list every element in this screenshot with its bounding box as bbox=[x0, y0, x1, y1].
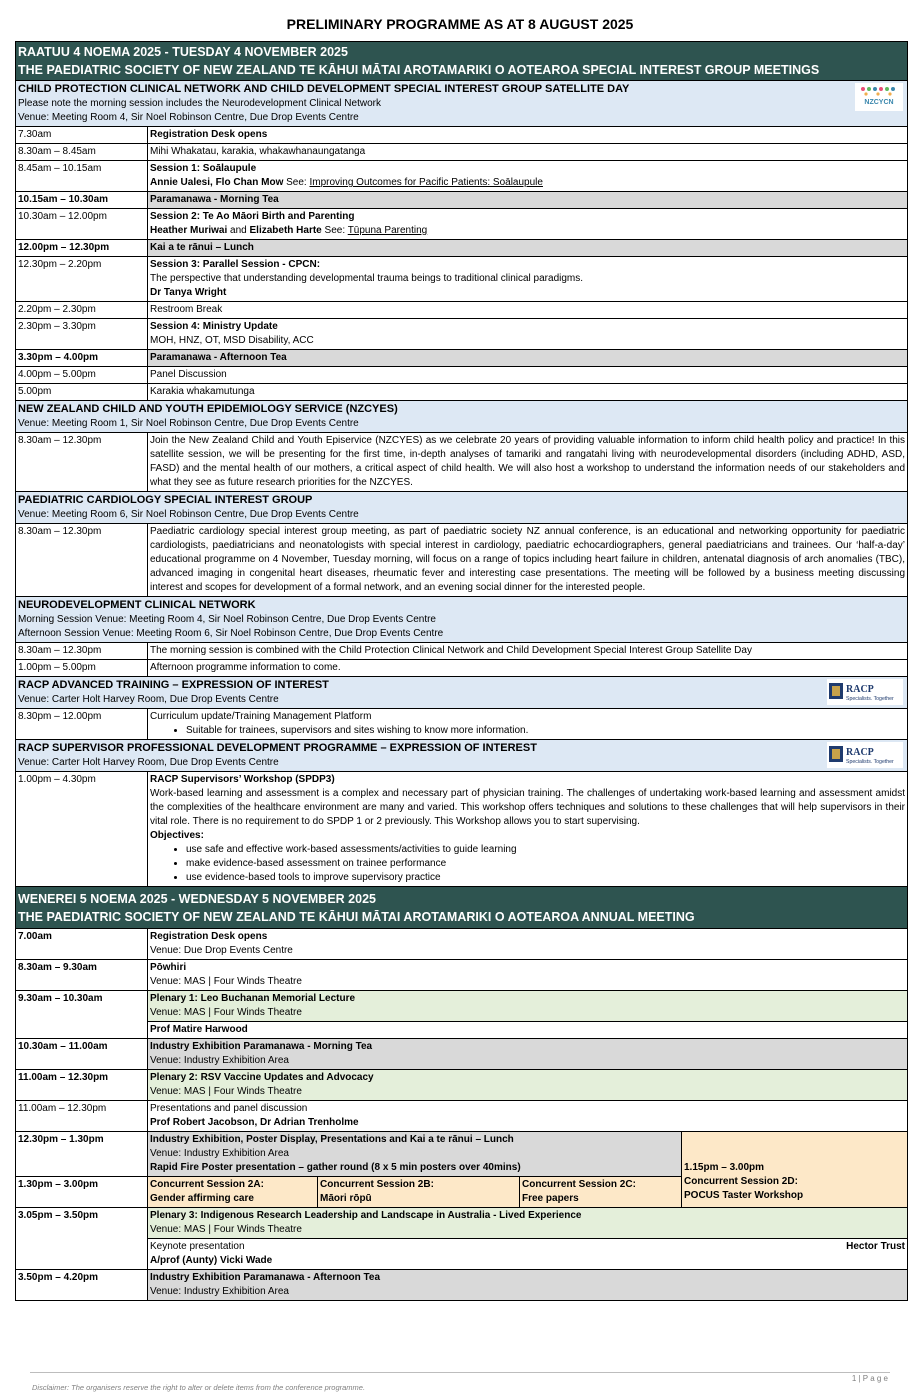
time-cell: 9.30am – 10.30am bbox=[16, 991, 148, 1039]
day2-row-afternoon-tea bbox=[16, 1270, 908, 1301]
nzcyes-row bbox=[16, 433, 908, 492]
time-cell: 3.05pm – 3.50pm bbox=[16, 1208, 148, 1270]
session-cell: Panel Discussion bbox=[148, 367, 908, 384]
time-cell: 1.30pm – 3.00pm bbox=[16, 1177, 148, 1208]
session-cell bbox=[148, 257, 908, 302]
time-cell: 8.30am – 9.30am bbox=[16, 960, 148, 991]
racp-logo-text: RACP bbox=[846, 747, 874, 758]
nzcycn-logo bbox=[855, 83, 903, 111]
session-title: Session 2: Te Ao Māori Birth and Parenting bbox=[150, 211, 355, 222]
cp-section-venue: Venue: Meeting Room 4, Sir Noel Robinson Centre, Due Drop Events Centre bbox=[18, 112, 359, 123]
session-title: Session 4: Ministry Update bbox=[150, 321, 278, 332]
concurrent-2b-cell bbox=[318, 1177, 520, 1208]
session-title: Concurrent Session 2B: bbox=[320, 1179, 434, 1190]
time-cell: 5.00pm bbox=[16, 384, 148, 401]
session-cell bbox=[148, 960, 908, 991]
svg-text:NZCYCN: NZCYCN bbox=[864, 99, 894, 106]
session-title: Presentations and panel discussion bbox=[150, 1103, 308, 1114]
cp-section-header bbox=[16, 81, 908, 127]
session-cell bbox=[148, 161, 908, 192]
session-title: Plenary 2: RSV Vaccine Updates and Advocacy bbox=[150, 1072, 374, 1083]
session-title: Industry Exhibition Paramanawa - Morning Tea bbox=[150, 1041, 373, 1052]
session-cell bbox=[148, 1070, 908, 1101]
session-cell: Paramanawa - Morning Tea bbox=[148, 192, 908, 209]
session-cell bbox=[148, 991, 908, 1022]
cardio-row bbox=[16, 524, 908, 597]
racp-supervisor-section-header bbox=[16, 740, 908, 772]
concurrent-2d-cell bbox=[682, 1132, 908, 1208]
session-cell: Karakia whakamutunga bbox=[148, 384, 908, 401]
session-cell: Afternoon programme information to come. bbox=[148, 660, 908, 677]
session-title: Industry Exhibition Paramanawa - Afternoon Tea bbox=[150, 1272, 381, 1283]
neuro-section-header bbox=[16, 597, 908, 643]
see-label: See: bbox=[321, 225, 348, 236]
time-cell: 8.30am – 12.30pm bbox=[16, 433, 148, 492]
time-cell: 3.50pm – 4.20pm bbox=[16, 1270, 148, 1301]
cp-row-session2 bbox=[16, 209, 908, 240]
session-venue: Venue: Industry Exhibition Area bbox=[150, 1055, 289, 1066]
session-description: Paediatric cardiology special interest group meeting, as part of paediatric society NZ annual conference, is an educational and networking opportunity for paediatric cardiologists, paediatricians and neonatologists with special interest in cardiology, paediatric echocardiographers, general paediatricians and trainees. Our ‘half-a-day’ educational programme on 4 November, Tuesday morning, will focus on a range of topics including heart failure in children, antenatal diagnosis of arch anomalies (TBC), advanced imaging in congenital heart diseases, rheumatic fever and interesting case presentations. The meeting will be followed by a business meeting discussing interest and scopes for development of a formal network, and an evening social dinner for the interested people. bbox=[148, 524, 908, 597]
cp-row-session3 bbox=[16, 257, 908, 302]
session-link[interactable]: Tūpuna Parenting bbox=[347, 225, 428, 236]
speaker: Prof Robert Jacobson, Dr Adrian Trenholme bbox=[150, 1117, 359, 1128]
session-venue: Venue: MAS | Four Winds Theatre bbox=[150, 1007, 302, 1018]
session-time: 1.15pm – 3.00pm bbox=[684, 1162, 765, 1173]
time-cell: 8.30am – 12.30pm bbox=[16, 643, 148, 660]
cp-section-title: CHILD PROTECTION CLINICAL NETWORK AND CHILD DEVELOPMENT SPECIAL INTEREST GROUP SATELLITE DAY bbox=[18, 83, 630, 95]
racp-logo bbox=[827, 679, 903, 705]
keynote-label: Keynote presentation bbox=[150, 1241, 245, 1252]
racp-logo-sub: Specialists. Together bbox=[846, 759, 894, 765]
bullet-item: • Suitable for trainees, supervisors and sites wishing to know more information. bbox=[186, 724, 905, 738]
session-title: Pōwhiri bbox=[150, 962, 187, 973]
nzcyes-section-venue: Venue: Meeting Room 1, Sir Noel Robinson Centre, Due Drop Events Centre bbox=[18, 418, 359, 429]
session-title: Session 3: Parallel Session - CPCN: bbox=[150, 259, 321, 270]
time-cell: 1.00pm – 4.30pm bbox=[16, 772, 148, 887]
racp-logo-sub: Specialists. Together bbox=[846, 696, 894, 702]
speaker: Prof Matire Harwood bbox=[148, 1022, 908, 1039]
time-cell: 8.30am – 8.45am bbox=[16, 144, 148, 161]
cp-row-registration bbox=[16, 127, 908, 144]
speaker: Heather Muriwai bbox=[150, 225, 228, 236]
session-venue: Venue: MAS | Four Winds Theatre bbox=[150, 976, 302, 987]
see-label: See: bbox=[283, 177, 310, 188]
objective-item: • make evidence-based assessment on trainee performance bbox=[186, 857, 905, 871]
cardio-section-title: PAEDIATRIC CARDIOLOGY SPECIAL INTEREST GROUP bbox=[18, 494, 313, 506]
session-description: Work-based learning and assessment is a complex and necessary part of physician training. The challenges of undertaking work-based learning and assessment amidst the complexities of the healthcare environment are many and varied. This workshop offers techniques and solutions to these challenges that will help supervisors in their vital role. There is no requirement to do SPDP 1 or 2 previously. This Workshop allows you to start supervising. bbox=[150, 788, 906, 827]
cardio-section-header bbox=[16, 492, 908, 524]
session-cell: Kai a te rānui – Lunch bbox=[148, 240, 908, 257]
cp-row-restroom bbox=[16, 302, 908, 319]
cp-row-afternoon-tea bbox=[16, 350, 908, 367]
nzcyes-section-header bbox=[16, 401, 908, 433]
time-cell: 7.30am bbox=[16, 127, 148, 144]
session-title: RACP Supervisors’ Workshop (SPDP3) bbox=[150, 774, 335, 785]
racp-supervisor-section-venue: Venue: Carter Holt Harvey Room, Due Drop Events Centre bbox=[18, 757, 279, 768]
neuro-afternoon-venue: Afternoon Session Venue: Meeting Room 6, Sir Noel Robinson Centre, Due Drop Events Centre bbox=[18, 628, 444, 639]
session-title: Plenary 3: Indigenous Research Leadership and Landscape in Australia - Lived Experience bbox=[150, 1210, 582, 1221]
time-cell: 4.00pm – 5.00pm bbox=[16, 367, 148, 384]
day2-row-powhiri bbox=[16, 960, 908, 991]
day2-row-keynote bbox=[16, 1239, 908, 1270]
speaker: Dr Tanya Wright bbox=[150, 287, 227, 298]
footer-divider bbox=[30, 1372, 890, 1373]
session-title: Session 1: Soālaupule bbox=[150, 163, 257, 174]
day2-row-lunch bbox=[16, 1132, 908, 1177]
sponsor-label: Hector Trust bbox=[846, 1241, 906, 1252]
time-cell: 12.30pm – 2.20pm bbox=[16, 257, 148, 302]
session-cell bbox=[148, 709, 908, 740]
time-cell: 3.30pm – 4.00pm bbox=[16, 350, 148, 367]
nzcyes-section-title: NEW ZEALAND CHILD AND YOUTH EPIDEMIOLOGY SERVICE (NZCYES) bbox=[18, 403, 398, 415]
racp-training-row bbox=[16, 709, 908, 740]
racp-logo-text: RACP bbox=[846, 684, 874, 695]
session-description: Curriculum update/Training Management Platform bbox=[150, 711, 372, 722]
session-description: Join the New Zealand Child and Youth Episervice (NZCYES) as we celebrate 20 years of providing valuable information to inform child health policy and practice! In this satellite session, we will be presenting for the first time, in-depth analyses of tamariki and rangatahi living with neurodevelopmental disorders (including ADHD, ASD, FASD) and the mental health of our mothers, a critical aspect of child health. We will also host a workshop to understand the information needs of our stakeholders and what they see as future research priorities for the NZCYES. bbox=[148, 433, 908, 492]
session-cell bbox=[148, 772, 908, 887]
speaker: Elizabeth Harte bbox=[249, 225, 322, 236]
session-cell: Restroom Break bbox=[148, 302, 908, 319]
session-cell: Paramanawa - Afternoon Tea bbox=[148, 350, 908, 367]
session-cell bbox=[148, 1101, 908, 1132]
time-cell: 12.00pm – 12.30pm bbox=[16, 240, 148, 257]
day1-banner bbox=[16, 42, 908, 81]
session-subtitle: Māori rōpū bbox=[320, 1193, 372, 1204]
concurrent-2a-cell bbox=[148, 1177, 318, 1208]
session-cell bbox=[148, 1270, 908, 1301]
session-venue: Venue: MAS | Four Winds Theatre bbox=[150, 1086, 302, 1097]
objective-item: • use safe and effective work-based assessments/activities to guide learning bbox=[186, 843, 905, 857]
speaker: A/prof (Aunty) Vicki Wade bbox=[150, 1255, 273, 1266]
session-title: Concurrent Session 2A: bbox=[150, 1179, 264, 1190]
session-venue: Venue: Due Drop Events Centre bbox=[150, 945, 293, 956]
neuro-row-afternoon bbox=[16, 660, 908, 677]
session-description: MOH, HNZ, OT, MSD Disability, ACC bbox=[150, 335, 314, 346]
cp-row-lunch bbox=[16, 240, 908, 257]
concurrent-2c-cell bbox=[520, 1177, 682, 1208]
session-venue: Venue: Industry Exhibition Area bbox=[150, 1286, 289, 1297]
session-extra: Rapid Fire Poster presentation – gather round (8 x 5 min posters over 40mins) bbox=[150, 1162, 521, 1173]
time-cell: 10.15am – 10.30am bbox=[16, 192, 148, 209]
and-label: and bbox=[227, 225, 250, 236]
racp-supervisor-row bbox=[16, 772, 908, 887]
session-subtitle: Gender affirming care bbox=[150, 1193, 254, 1204]
session-cell bbox=[148, 319, 908, 350]
cp-row-panel bbox=[16, 367, 908, 384]
session-cell bbox=[148, 1208, 908, 1239]
session-venue: Venue: MAS | Four Winds Theatre bbox=[150, 1224, 302, 1235]
session-title: Industry Exhibition, Poster Display, Presentations and Kai a te rānui – Lunch bbox=[150, 1134, 514, 1145]
time-cell: 10.30am – 11.00am bbox=[16, 1039, 148, 1070]
time-cell: 10.30am – 12.00pm bbox=[16, 209, 148, 240]
session-cell: Mihi Whakatau, karakia, whakawhanaungatanga bbox=[148, 144, 908, 161]
racp-training-section-venue: Venue: Carter Holt Harvey Room, Due Drop Events Centre bbox=[18, 694, 279, 705]
cp-row-mihi bbox=[16, 144, 908, 161]
session-title: Plenary 1: Leo Buchanan Memorial Lecture bbox=[150, 993, 356, 1004]
time-cell: 8.30pm – 12.00pm bbox=[16, 709, 148, 740]
time-cell: 8.45am – 10.15am bbox=[16, 161, 148, 192]
day2-row-registration bbox=[16, 929, 908, 960]
time-cell: 2.30pm – 3.30pm bbox=[16, 319, 148, 350]
session-title: Concurrent Session 2D: bbox=[684, 1176, 798, 1187]
objectives-label: Objectives: bbox=[150, 830, 204, 841]
cardio-section-venue: Venue: Meeting Room 6, Sir Noel Robinson Centre, Due Drop Events Centre bbox=[18, 509, 359, 520]
programme-sheet bbox=[15, 41, 907, 1301]
day2-banner-event: THE PAEDIATRIC SOCIETY OF NEW ZEALAND TE KĀHUI MĀTAI AROTAMARIKI O AOTEAROA ANNUAL MEETING bbox=[18, 910, 695, 924]
session-link[interactable]: Improving Outcomes for Pacific Patients: Soālaupule bbox=[309, 177, 543, 188]
session-cell bbox=[148, 209, 908, 240]
disclaimer-text: Disclaimer: The organisers reserve the right to alter or delete items from the conference programme. bbox=[32, 1383, 366, 1392]
day1-banner-event: THE PAEDIATRIC SOCIETY OF NEW ZEALAND TE KĀHUI MĀTAI AROTAMARIKI O AOTEAROA SPECIAL INTEREST GROUP MEETINGS bbox=[18, 63, 820, 77]
cp-row-session1 bbox=[16, 161, 908, 192]
session-cell bbox=[148, 1132, 682, 1177]
session-venue: Venue: Industry Exhibition Area bbox=[150, 1148, 289, 1159]
cp-row-karakia bbox=[16, 384, 908, 401]
neuro-morning-venue: Morning Session Venue: Meeting Room 4, Sir Noel Robinson Centre, Due Drop Events Centre bbox=[18, 614, 436, 625]
racp-training-section-title: RACP ADVANCED TRAINING – EXPRESSION OF INTEREST bbox=[18, 679, 329, 691]
day2-row-panel bbox=[16, 1101, 908, 1132]
objective-item: • use evidence-based tools to improve supervisory practice bbox=[186, 871, 905, 885]
day2-banner bbox=[16, 887, 908, 929]
day1-banner-date: RAATUU 4 NOEMA 2025 - TUESDAY 4 NOVEMBER 2025 bbox=[18, 45, 348, 59]
programme-table bbox=[15, 41, 908, 1301]
day2-row-plenary1-speaker bbox=[16, 1022, 908, 1039]
session-cell bbox=[148, 1039, 908, 1070]
page-number: 1 | P a g e bbox=[851, 1374, 888, 1383]
session-cell: The morning session is combined with the Child Protection Clinical Network and Child Development Special Interest Group Satellite Day bbox=[148, 643, 908, 660]
session-title: Concurrent Session 2C: bbox=[522, 1179, 636, 1190]
time-cell: 1.00pm – 5.00pm bbox=[16, 660, 148, 677]
day2-row-plenary1 bbox=[16, 991, 908, 1022]
session-cell: Registration Desk opens bbox=[148, 127, 908, 144]
time-cell: 11.00am – 12.30pm bbox=[16, 1070, 148, 1101]
day2-row-morning-tea bbox=[16, 1039, 908, 1070]
racp-logo bbox=[827, 742, 903, 768]
session-cell bbox=[148, 929, 908, 960]
cp-section-note: Please note the morning session includes the Neurodevelopment Clinical Network bbox=[18, 98, 381, 109]
time-cell: 11.00am – 12.30pm bbox=[16, 1101, 148, 1132]
neuro-section-title: NEURODEVELOPMENT CLINICAL NETWORK bbox=[18, 599, 256, 611]
time-cell: 7.00am bbox=[16, 929, 148, 960]
time-cell: 2.20pm – 2.30pm bbox=[16, 302, 148, 319]
day2-row-plenary2 bbox=[16, 1070, 908, 1101]
speakers: Annie Ualesi, Flo Chan Mow bbox=[150, 177, 284, 188]
racp-training-section-header bbox=[16, 677, 908, 709]
cp-row-morning-tea bbox=[16, 192, 908, 209]
day2-banner-date: WENEREI 5 NOEMA 2025 - WEDNESDAY 5 NOVEMBER 2025 bbox=[18, 892, 376, 906]
session-subtitle: POCUS Taster Workshop bbox=[684, 1190, 804, 1201]
racp-supervisor-section-title: RACP SUPERVISOR PROFESSIONAL DEVELOPMENT PROGRAMME – EXPRESSION OF INTEREST bbox=[18, 742, 537, 754]
session-cell bbox=[148, 1239, 908, 1270]
time-cell: 8.30am – 12.30pm bbox=[16, 524, 148, 597]
session-subtitle: Free papers bbox=[522, 1193, 579, 1204]
session-description: The perspective that understanding developmental trauma beings to traditional clinical paradigms. bbox=[150, 273, 584, 284]
neuro-row-morning bbox=[16, 643, 908, 660]
time-cell: 12.30pm – 1.30pm bbox=[16, 1132, 148, 1177]
document-title: PRELIMINARY PROGRAMME AS AT 8 AUGUST 2025 bbox=[286, 16, 634, 32]
cp-row-session4 bbox=[16, 319, 908, 350]
session-title: Registration Desk opens bbox=[150, 931, 268, 942]
day2-row-plenary3 bbox=[16, 1208, 908, 1239]
